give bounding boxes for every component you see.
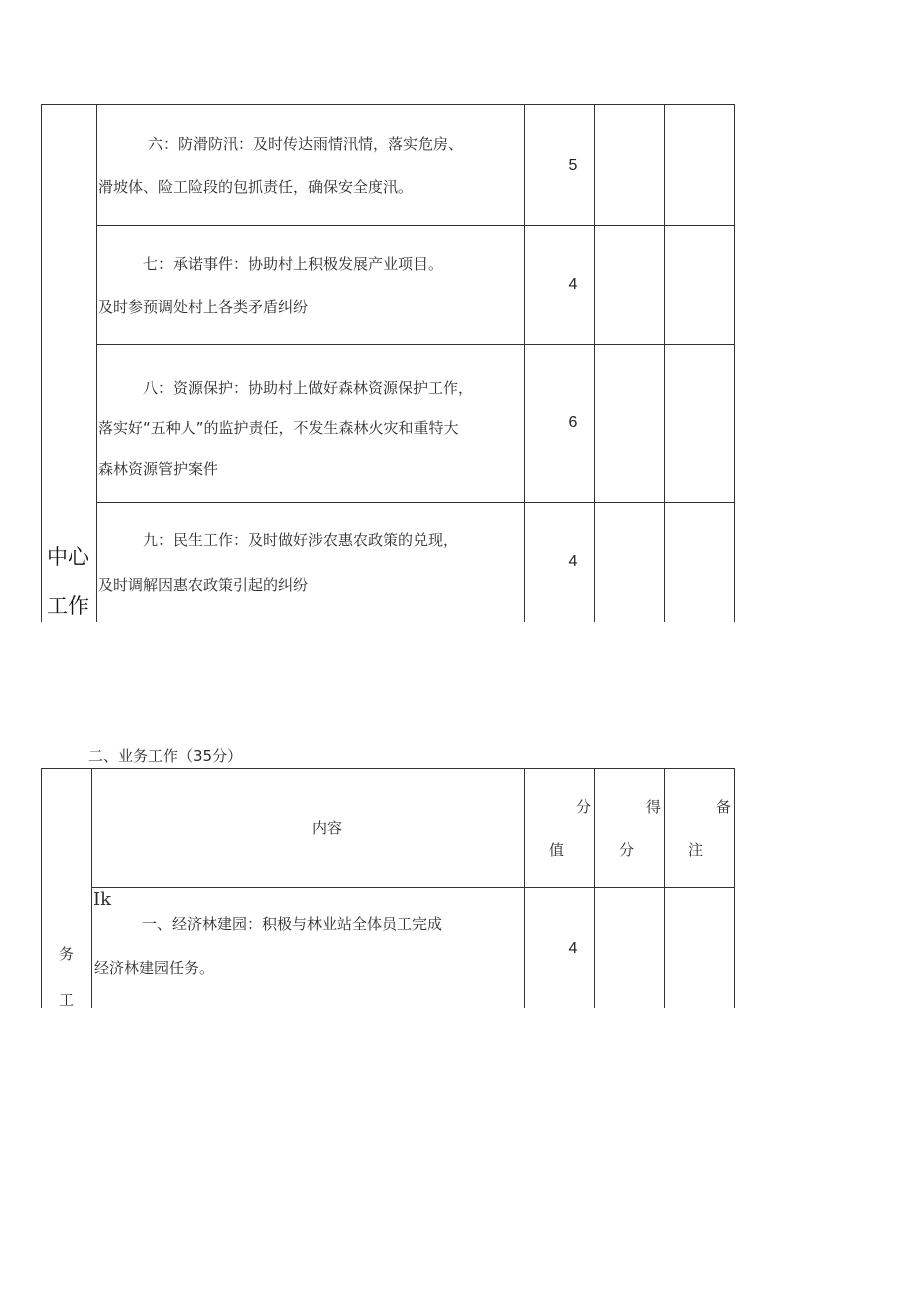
- table-border: [41, 768, 42, 1008]
- row-text: 及时参预调处村上各类矛盾纠纷: [98, 298, 309, 316]
- header-score-bottom: 值: [549, 841, 565, 859]
- row-text: 九：民生工作：及时做好涉农惠农政策的兑现，: [143, 531, 459, 549]
- header-got-bottom: 分: [619, 841, 635, 859]
- table-border: [664, 768, 665, 1008]
- table-border: [734, 104, 735, 622]
- header-content: 内容: [312, 819, 343, 837]
- table-border: [96, 502, 735, 503]
- section-label: 工作: [47, 594, 89, 618]
- row-marker: Ik: [93, 889, 112, 910]
- row-text: 滑坡体、险工险段的包抓责任，确保安全度汛。: [98, 178, 414, 196]
- table-border: [524, 768, 525, 1008]
- section-label: 务: [59, 945, 75, 963]
- section-label: 中心: [47, 545, 89, 569]
- table-border: [96, 104, 97, 622]
- table-border: [41, 104, 735, 105]
- row-text: 森林资源管护案件: [98, 460, 219, 478]
- score-value: 5: [568, 157, 578, 174]
- section-label: 工: [59, 991, 75, 1009]
- score-value: 4: [568, 553, 578, 570]
- row-text: 七：承诺事件：协助村上积极发展产业项目。: [143, 255, 444, 273]
- header-note-bottom: 注: [688, 841, 704, 859]
- section-heading: 二、业务工作（35分）: [88, 747, 243, 765]
- header-score-top: 分: [576, 798, 592, 816]
- table-border: [594, 104, 595, 622]
- table-border: [524, 104, 525, 622]
- score-value: 4: [568, 276, 578, 293]
- row-text: 一、经济林建园：积极与林业站全体员工完成: [142, 915, 443, 933]
- row-text: 经济林建园任务。: [94, 959, 215, 977]
- table-border: [96, 344, 735, 345]
- table-border: [41, 768, 735, 769]
- table-border: [594, 768, 595, 1008]
- table-border: [96, 225, 735, 226]
- row-text: 及时调解因惠农政策引起的纠纷: [98, 576, 309, 594]
- table-border: [734, 768, 735, 1008]
- header-got-top: 得: [646, 798, 662, 816]
- row-text: 八：资源保护：协助村上做好森林资源保护工作，: [143, 379, 474, 397]
- table-border: [91, 887, 735, 888]
- table-border: [41, 104, 42, 622]
- table-border: [91, 768, 92, 1008]
- table-border: [664, 104, 665, 622]
- score-value: 4: [568, 940, 578, 957]
- header-note-top: 备: [716, 798, 732, 816]
- score-value: 6: [568, 414, 578, 431]
- row-text: 落实好“五种人”的监护责任，不发生森林火灾和重特大: [98, 419, 459, 437]
- row-text: 六：防滑防汛：及时传达雨情汛情，落实危房、: [148, 135, 464, 153]
